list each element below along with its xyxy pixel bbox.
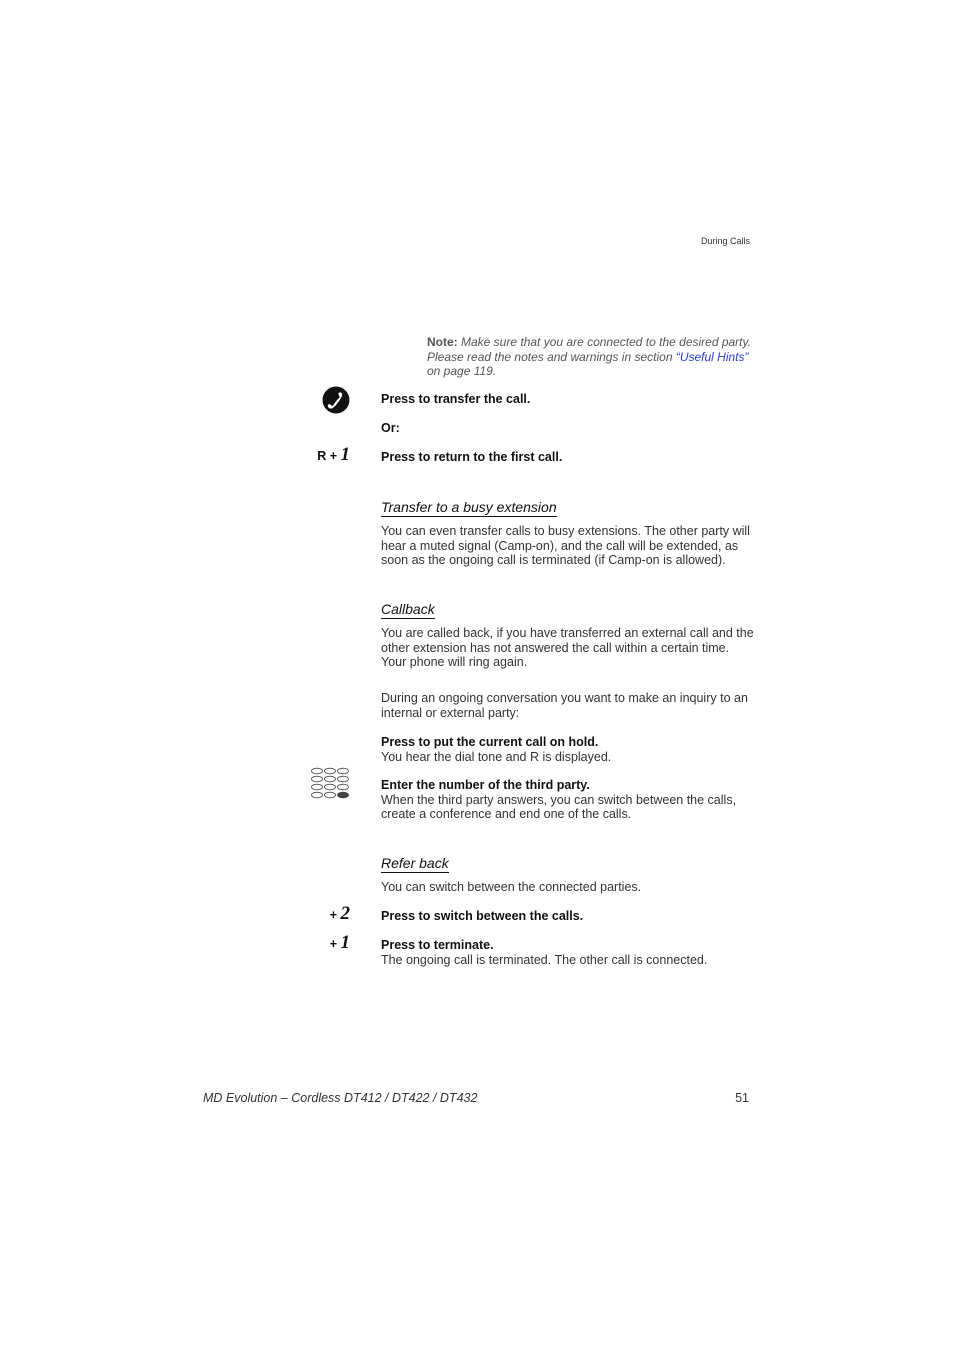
- refer-heading: Refer back: [381, 855, 449, 871]
- transfer-step: Press to transfer the call.: [381, 392, 531, 406]
- callback-heading: Callback: [381, 601, 435, 617]
- hold-step-title: Press to put the current call on hold.: [381, 735, 599, 749]
- key-prefix: +: [329, 937, 338, 951]
- plus-2-key: [290, 903, 350, 925]
- running-head: During Calls: [700, 236, 750, 246]
- r-plus-1-key: [290, 444, 350, 466]
- note-tail: on page 119.: [427, 364, 497, 378]
- note-label: Note:: [427, 335, 458, 349]
- key-prefix: R +: [317, 449, 338, 463]
- terminate-step-title: Press to terminate.: [381, 938, 494, 952]
- key-prefix: +: [329, 908, 338, 922]
- page-number: 51: [735, 1091, 749, 1105]
- busy-body: You can even transfer calls to busy extensions. The other party will hear a muted signal (Camp-on), and the call will be extended, as soon as the ongoing call is terminated (if Camp-on is allowed).: [381, 524, 750, 567]
- hold-step-text: You hear the dial tone and R is displayed.: [381, 749, 612, 764]
- note-block: [427, 335, 757, 379]
- keypad-icon: [310, 767, 352, 803]
- or-label: Or:: [381, 421, 400, 435]
- useful-hints-link[interactable]: “Useful Hints”: [675, 349, 749, 364]
- switch-step: Press to switch between the calls.: [381, 909, 584, 923]
- refer-body: You can switch between the connected parties.: [381, 880, 642, 894]
- enter-number-title: Enter the number of the third party.: [381, 778, 590, 792]
- callback-body: You are called back, if you have transferred an external call and the other extension has not answered the call within a certain time. Your phone will ring again.: [381, 626, 754, 669]
- return-step: Press to return to the first call.: [381, 450, 563, 464]
- note-text: Make sure that you are connected to the desired party. Please read the notes and warnings in section: [427, 335, 751, 364]
- enter-number-step: [381, 778, 756, 822]
- terminate-step-text: The ongoing call is terminated. The other call is connected.: [381, 952, 708, 967]
- inquiry-text: During an ongoing conversation you want to make an inquiry to an internal or external party:: [381, 691, 748, 720]
- footer-title: MD Evolution – Cordless DT412 / DT422 / DT432: [203, 1091, 478, 1105]
- phone-handset-icon: [322, 386, 350, 414]
- key-digit: 2: [340, 903, 350, 924]
- hold-step: [381, 735, 756, 764]
- terminate-step: [381, 938, 756, 967]
- enter-number-text: When the third party answers, you can switch between the calls, create a conference and end one of the calls.: [381, 792, 737, 821]
- key-digit: 1: [340, 444, 350, 465]
- plus-1-key: [290, 932, 350, 954]
- busy-heading: Transfer to a busy extension: [381, 499, 557, 515]
- key-digit: 1: [340, 932, 350, 953]
